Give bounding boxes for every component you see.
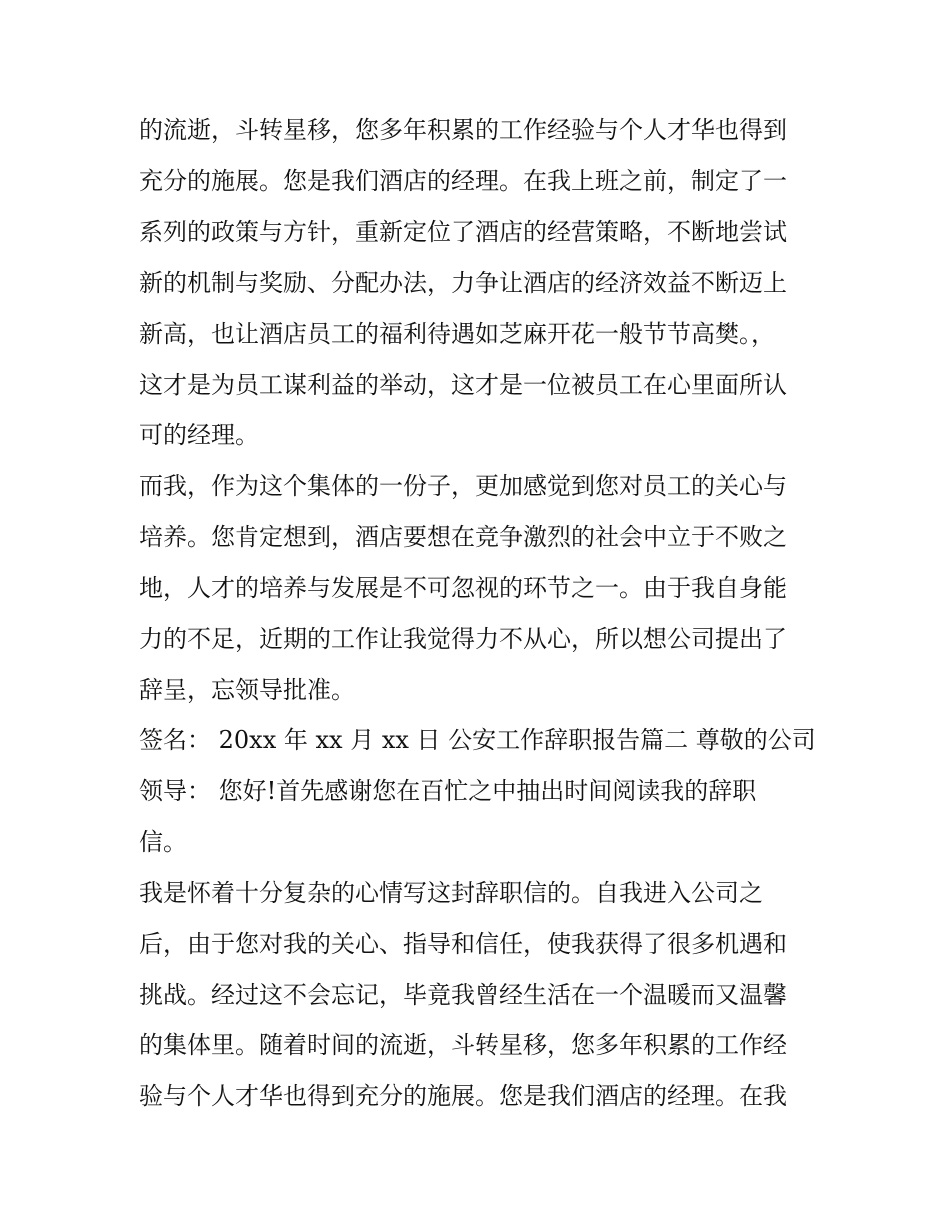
text-line: 培养。您肯定想到，酒店要想在竞争激烈的社会中立于不败之 bbox=[139, 523, 787, 551]
text-line: 充分的施展。您是我们酒店的经理。在我上班之前，制定了一 bbox=[139, 167, 787, 195]
text-line: 的流逝，斗转星移，您多年积累的工作经验与个人才华也得到 bbox=[139, 116, 787, 144]
text-line: 的集体里。随着时间的流逝，斗转星移，您多年积累的工作经 bbox=[139, 1031, 787, 1059]
text-line: 验与个人才华也得到充分的施展。您是我们酒店的经理。在我 bbox=[139, 1082, 787, 1110]
text-line: 我是怀着十分复杂的心情写这封辞职信的。自我进入公司之 bbox=[139, 879, 763, 907]
text-line: 而我，作为这个集体的一份子，更加感觉到您对员工的关心与 bbox=[139, 472, 787, 500]
text-line: 这才是为员工谋利益的举动，这才是一位被员工在心里面所认 bbox=[139, 371, 787, 399]
text-line: 力的不足，近期的工作让我觉得力不从心，所以想公司提出了 bbox=[139, 625, 787, 653]
text-line: 挑战。经过这不会忘记，毕竟我曾经生活在一个温暖而又温馨 bbox=[139, 981, 787, 1009]
text-line: 领导： 您好!首先感谢您在百忙之中抽出时间阅读我的辞职 bbox=[139, 777, 757, 805]
text-line: 可的经理。 bbox=[139, 421, 259, 449]
text-line: 系列的政策与方针，重新定位了酒店的经营策略，不断地尝试 bbox=[139, 218, 787, 246]
text-line: 后，由于您对我的关心、指导和信任，使我获得了很多机遇和 bbox=[139, 930, 787, 958]
text-line: 辞呈，忘领导批准。 bbox=[139, 676, 355, 704]
text-line: 新高，也让酒店员工的福利待遇如芝麻开花一般节节高樊。， bbox=[139, 320, 775, 348]
text-line: 地，人才的培养与发展是不可忽视的环节之一。由于我自身能 bbox=[139, 574, 787, 602]
text-line: 新的机制与奖励、分配办法，力争让酒店的经济效益不断迈上 bbox=[139, 269, 787, 297]
text-line: 信。 bbox=[139, 828, 187, 856]
text-line: 签名： 20xx 年 xx 月 xx 日 公安工作辞职报告篇二 尊敬的公司 bbox=[139, 726, 816, 754]
